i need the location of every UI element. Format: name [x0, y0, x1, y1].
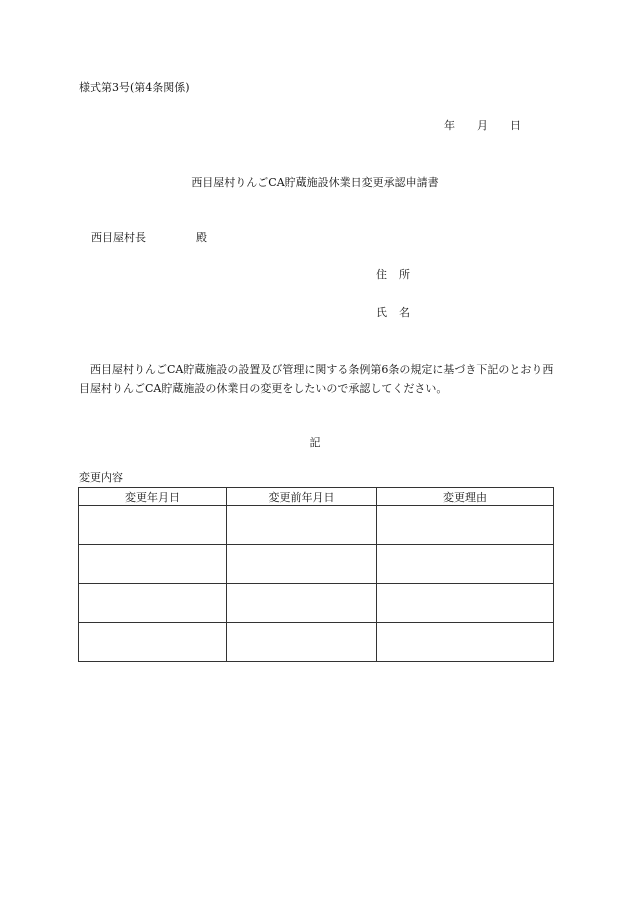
header-change-reason: 変更理由: [377, 488, 554, 506]
date-year: 年: [444, 119, 455, 132]
table-header-row: [79, 488, 554, 506]
date-line: [444, 119, 521, 133]
table-row: [79, 545, 554, 584]
date-day: 日: [510, 119, 521, 132]
request-body-text: 西目屋村りんごCA貯蔵施設の設置及び管理に関する条例第6条の規定に基づき下記のとおり西目屋村りんごCA貯蔵施設の休業日の変更をしたいので承認してください。: [79, 363, 554, 395]
table-cell[interactable]: [227, 506, 377, 545]
addressee: [91, 231, 207, 245]
addressee-name: 西目屋村長: [91, 231, 146, 244]
applicant-name-field: [376, 306, 422, 320]
table-cell[interactable]: [377, 506, 554, 545]
applicant-address-field: [376, 268, 422, 282]
name-label: 氏名: [376, 306, 422, 319]
table-cell[interactable]: [79, 623, 227, 662]
header-change-date: 変更年月日: [79, 488, 227, 506]
table-cell[interactable]: [227, 545, 377, 584]
ki-heading: 記: [309, 436, 321, 449]
table-cell[interactable]: [227, 623, 377, 662]
table-cell[interactable]: [377, 545, 554, 584]
table-cell[interactable]: [79, 506, 227, 545]
document-title: 西目屋村りんごCA貯蔵施設休業日変更承認申請書: [191, 176, 439, 189]
changes-table: [78, 487, 554, 662]
table-cell[interactable]: [79, 545, 227, 584]
table-cell[interactable]: [377, 623, 554, 662]
address-label: 住所: [376, 268, 422, 281]
table-row: [79, 506, 554, 545]
addressee-honorific: 殿: [196, 231, 207, 244]
date-month: 月: [477, 119, 488, 132]
changes-table-label: 変更内容: [79, 471, 123, 484]
table-cell[interactable]: [377, 584, 554, 623]
header-previous-date: 変更前年月日: [227, 488, 377, 506]
table-row: [79, 584, 554, 623]
table-row: [79, 623, 554, 662]
table-cell[interactable]: [227, 584, 377, 623]
form-number: 様式第3号(第4条関係): [79, 81, 190, 94]
table-cell[interactable]: [79, 584, 227, 623]
